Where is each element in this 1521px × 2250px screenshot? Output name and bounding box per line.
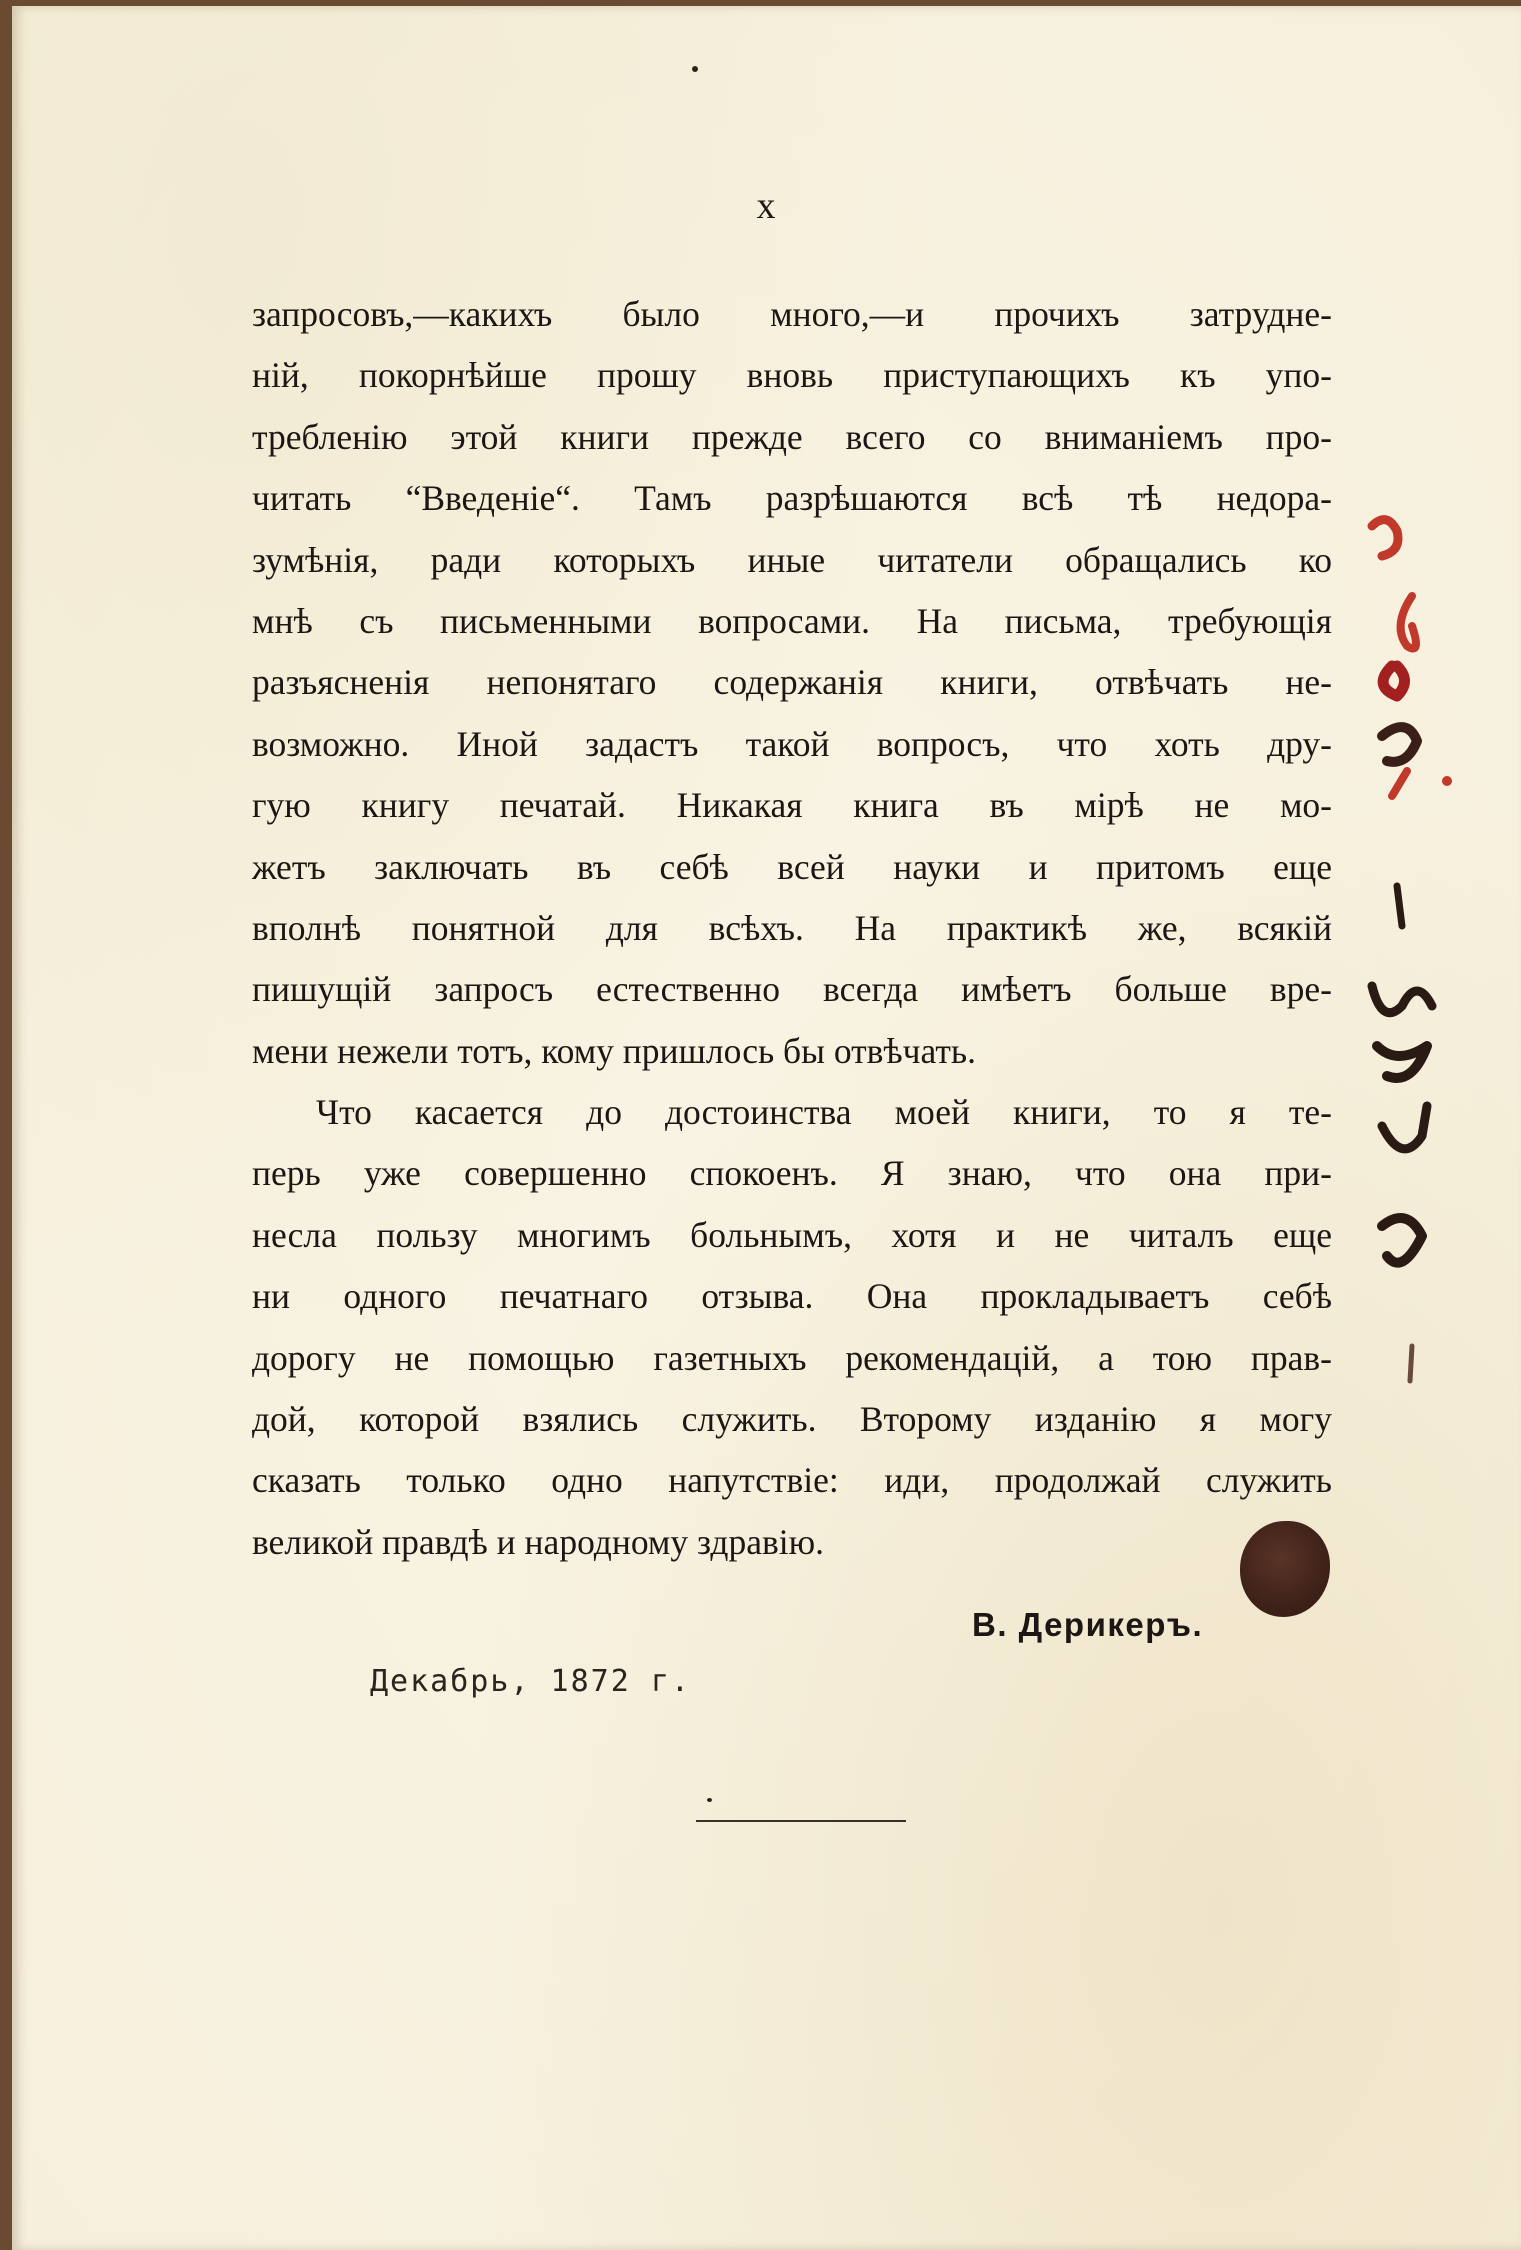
text-line: зумѣнія, ради которыхъ иные читатели обращались ко (252, 539, 1332, 580)
text-line: разъясненія непонятаго содержанія книги, отвѣчать не- (252, 662, 1332, 703)
text-line: возможно. Иной задастъ такой вопросъ, что хоть дру- (252, 723, 1332, 764)
text-line: вполнѣ понятной для всѣхъ. На практикѣ же, всякій (252, 907, 1332, 948)
ink-speck (707, 1798, 712, 1802)
date-line: Декабрь, 1872 г. (370, 1664, 691, 1699)
text-line: пишущій запросъ естественно всегда имѣетъ больше вре- (252, 969, 1332, 1010)
text-line: читать “Введеніе“. Тамъ разрѣшаются всѣ тѣ недора- (252, 478, 1332, 519)
author-signature: В. Дерикеръ. (972, 1606, 1204, 1643)
text-line: гую книгу печатай. Никакая книга въ мірѣ не мо- (252, 785, 1332, 826)
ink-speck (692, 66, 698, 72)
text-line: требленію этой книги прежде всего со вниманіемъ про- (252, 416, 1332, 457)
text-line: Что касается до достоинства моей книги, то я те- (316, 1092, 1332, 1133)
text-line: запросовъ,—какихъ было много,—и прочихъ затрудне- (252, 294, 1332, 334)
book-page (12, 6, 1521, 2250)
page-number: x (756, 185, 777, 227)
margin-handwriting (1352, 506, 1492, 1406)
text-line: дорогу не помощью газетныхъ рекомендацій, а тою прав- (252, 1337, 1332, 1378)
text-line: сказать только одно напутствіе: иди, продолжай служить (252, 1460, 1332, 1501)
text-line: перь уже совершенно спокоенъ. Я знаю, что она при- (252, 1153, 1332, 1194)
text-line: мени нежели тотъ, кому пришлось бы отвѣчать. (252, 1030, 976, 1071)
text-line: дой, которой взялись служить. Второму изданію я могу (252, 1399, 1332, 1440)
body-text (252, 284, 1332, 1573)
ink-blot (1240, 1521, 1330, 1617)
text-line: жетъ заключать въ себѣ всей науки и притомъ еще (252, 846, 1332, 887)
text-line: несла пользу многимъ больнымъ, хотя и не читалъ еще (252, 1214, 1332, 1255)
paragraph-1 (252, 284, 1332, 1082)
text-line: ній, покорнѣйше прошу вновь приступающихъ къ упо- (252, 355, 1332, 396)
text-line: ни одного печатнаго отзыва. Она прокладываетъ себѣ (252, 1276, 1332, 1317)
text-line: мнѣ съ письменными вопросами. На письма, требующія (252, 600, 1332, 641)
closing-rule (696, 1820, 906, 1822)
paragraph-2 (252, 1082, 1332, 1573)
text-line: великой правдѣ и народному здравію. (252, 1521, 824, 1562)
